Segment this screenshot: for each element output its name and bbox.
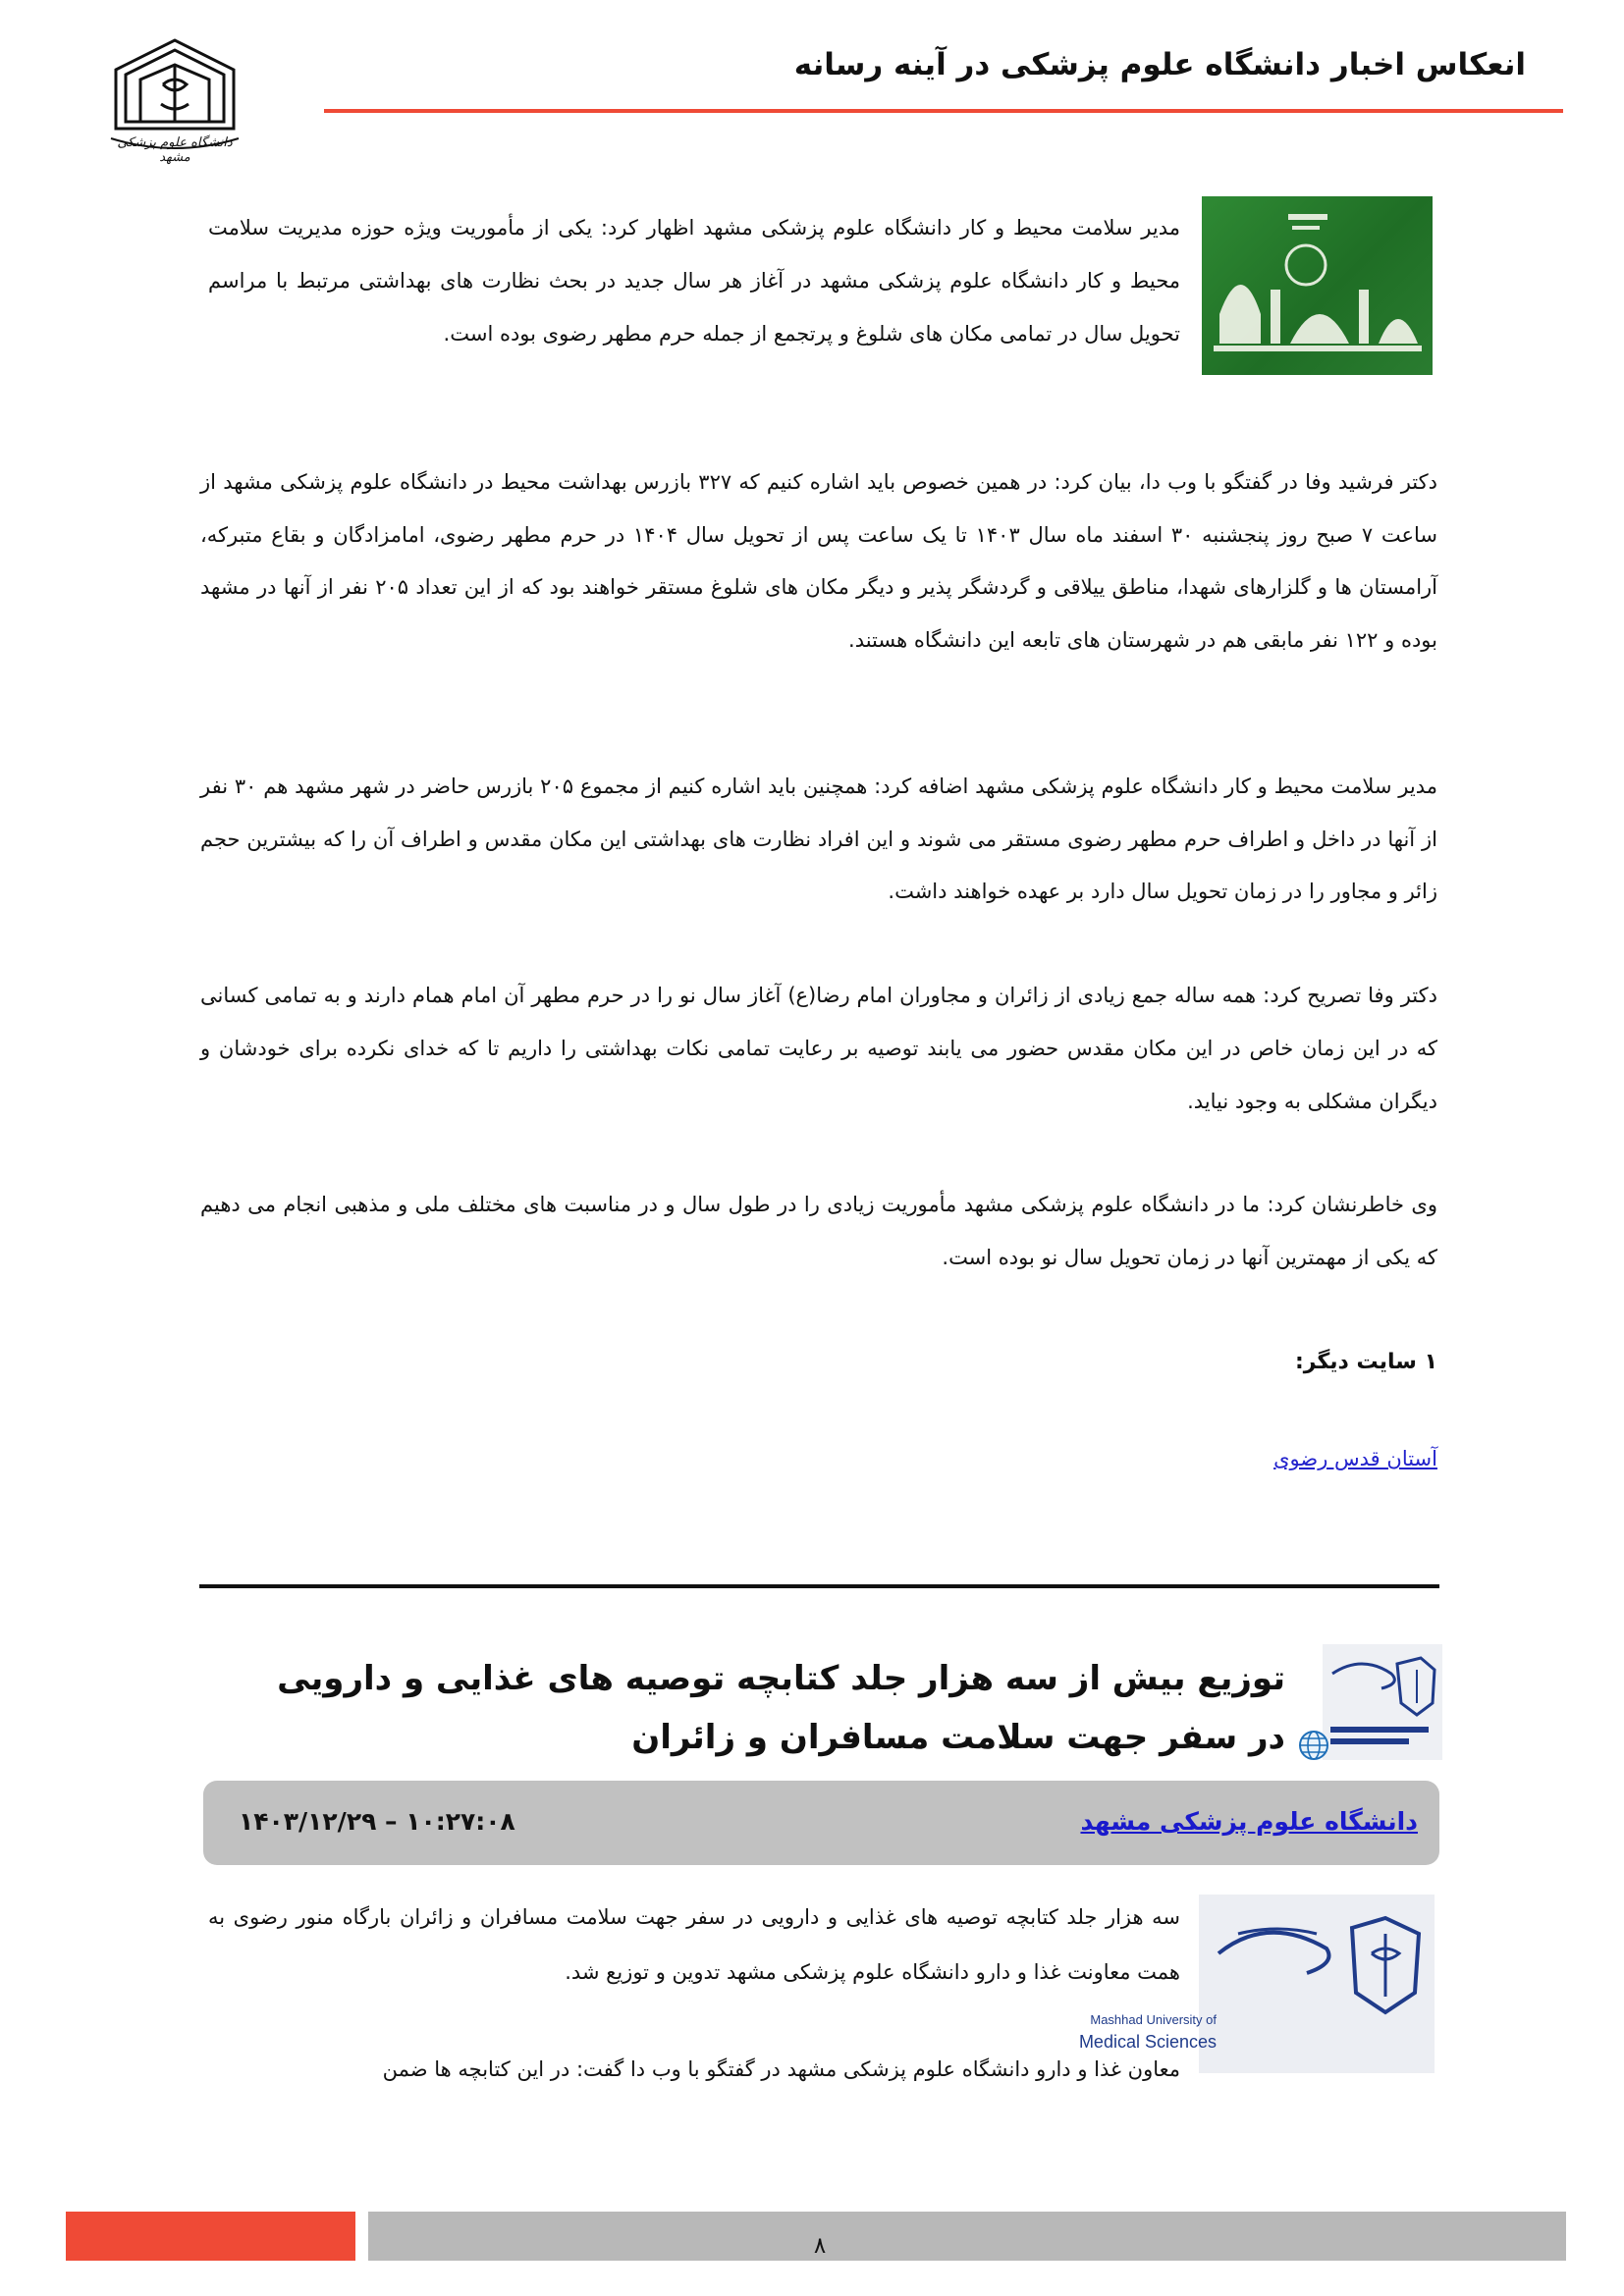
article2-title[interactable]: توزیع بیش از سه هزار جلد کتابچه توصیه های غذایی و دارویی در سفر جهت سلامت مسافران و زائران: [277, 1659, 1285, 1757]
footer-red-bar: [66, 2212, 355, 2261]
article2-datetime: ۱۴۰۳/۱۲/۲۹ – ۱۰:۲۷:۰۸: [239, 1807, 515, 1836]
article1-paragraph-2: مدیر سلامت محیط و کار دانشگاه علوم پزشکی مشهد اضافه کرد: همچنین باید اشاره کنیم از مجموع ۲۰۵ بازرس حاضر در شهر مشهد هم ۳۰ نفر از آنها در داخل و اطراف حرم مطهر رضوی مستقر می شوند و این افراد نظارت های بهداشتی این مکان مقدس و اطراف آن را که بیشترین حجم زائر و مجاور را در زمان تحویل سال دارد بر عهده خواهند داشت.: [200, 774, 1437, 903]
page-number: ۸: [813, 2233, 827, 2259]
globe-icon[interactable]: [1297, 1729, 1330, 1762]
article2-source-link[interactable]: دانشگاه علوم پزشکی مشهد: [1080, 1807, 1418, 1836]
footer-gray-bar: [368, 2212, 1566, 2261]
other-site-link[interactable]: آستان قدس رضوی: [1273, 1447, 1437, 1470]
article2-paragraph-2: معاون غذا و دارو دانشگاه علوم پزشکی مشهد در گفتگو با وب دا گفت: در این کتابچه ها ضمن: [382, 2057, 1180, 2081]
article2-paragraph-1: سه هزار جلد کتابچه توصیه های غذایی و دارویی در سفر جهت سلامت مسافران و زائران بارگاه منور رضوی به همت معاونت غذا و دارو دانشگاه علوم پزشکی مشهد تدوین و توزیع شد.: [208, 1905, 1180, 1984]
logo-caption: دانشگاه علوم پزشکی مشهد: [117, 135, 233, 165]
article2-meta-bar: [203, 1781, 1439, 1865]
page-header-title: انعکاس اخبار دانشگاه علوم پزشکی در آینه رسانه: [793, 47, 1526, 82]
svg-text:Medical Sciences: Medical Sciences: [1078, 2032, 1217, 2052]
article1-paragraph-4: وی خاطرنشان کرد: ما در دانشگاه علوم پزشکی مشهد مأموریت زیادی را در طول سال و در مناسبت های مختلف ملی و مذهبی انجام می دهیم که یکی از مهمترین آنها در زمان تحویل سال نو بوده است.: [200, 1193, 1437, 1269]
article1-intro-paragraph: مدیر سلامت محیط و کار دانشگاه علوم پزشکی مشهد اظهار کرد: یکی از مأموریت ویژه حوزه مدیریت سلامت محیط و کار دانشگاه علوم پزشکی مشهد در آغاز هر سال جدید در بحث نظارت های بهداشتی مرتبط با مراسم تحویل سال در تمامی مکان های شلوغ و پرتجمع از جمله حرم مطهر رضوی بوده است.: [208, 216, 1180, 346]
article1-paragraph-1: دکتر فرشید وفا در گفتگو با وب دا، بیان کرد: در همین خصوص باید اشاره کنیم که ۳۲۷ بازرس بهداشت محیط در دانشگاه علوم پزشکی مشهد از ساعت ۷ صبح روز پنجشنبه ۳۰ اسفند ماه سال ۱۴۰۳ تا یک ساعت پس از تحویل سال ۱۴۰۴ در حرم مطهر رضوی، امامزادگان و بقاع متبرکه، آرامستان ها و گلزارهای شهدا، مناطق ییلاقی و گردشگر پذیر و دیگر مکان های شلوغ مستقر خواهند بود که از این تعداد ۲۰۵ نفر از آنها در مشهد بوده و ۱۲۲ نفر مابقی هم در شهرستان های تابعه این دانشگاه هستند.: [200, 470, 1438, 652]
bab-al-reza-image: [1202, 196, 1433, 375]
other-sites-label: ۱ سایت دیگر:: [1294, 1350, 1437, 1374]
article1-paragraph-3: دکتر وفا تصریح کرد: همه ساله جمع زیادی از زائران و مجاوران امام رضا(ع) آغاز سال نو را در حرم مطهر آن امام همام دارند و به تمامی کسانی که در این زمان خاص در این مکان مقدس حضور می یابند توصیه بر رعایت تمامی نکات بهداشتی را داریم تا که خدای نکرده برای خودشان و دیگران مشکلی به وجود نیاید.: [200, 984, 1437, 1113]
article-divider: [199, 1584, 1439, 1588]
mums-logo-small: [1323, 1644, 1442, 1760]
header-divider: [324, 109, 1563, 113]
mums-logo: [1078, 1895, 1435, 2073]
svg-text:Mashhad University of: Mashhad University of: [1090, 2012, 1217, 2027]
